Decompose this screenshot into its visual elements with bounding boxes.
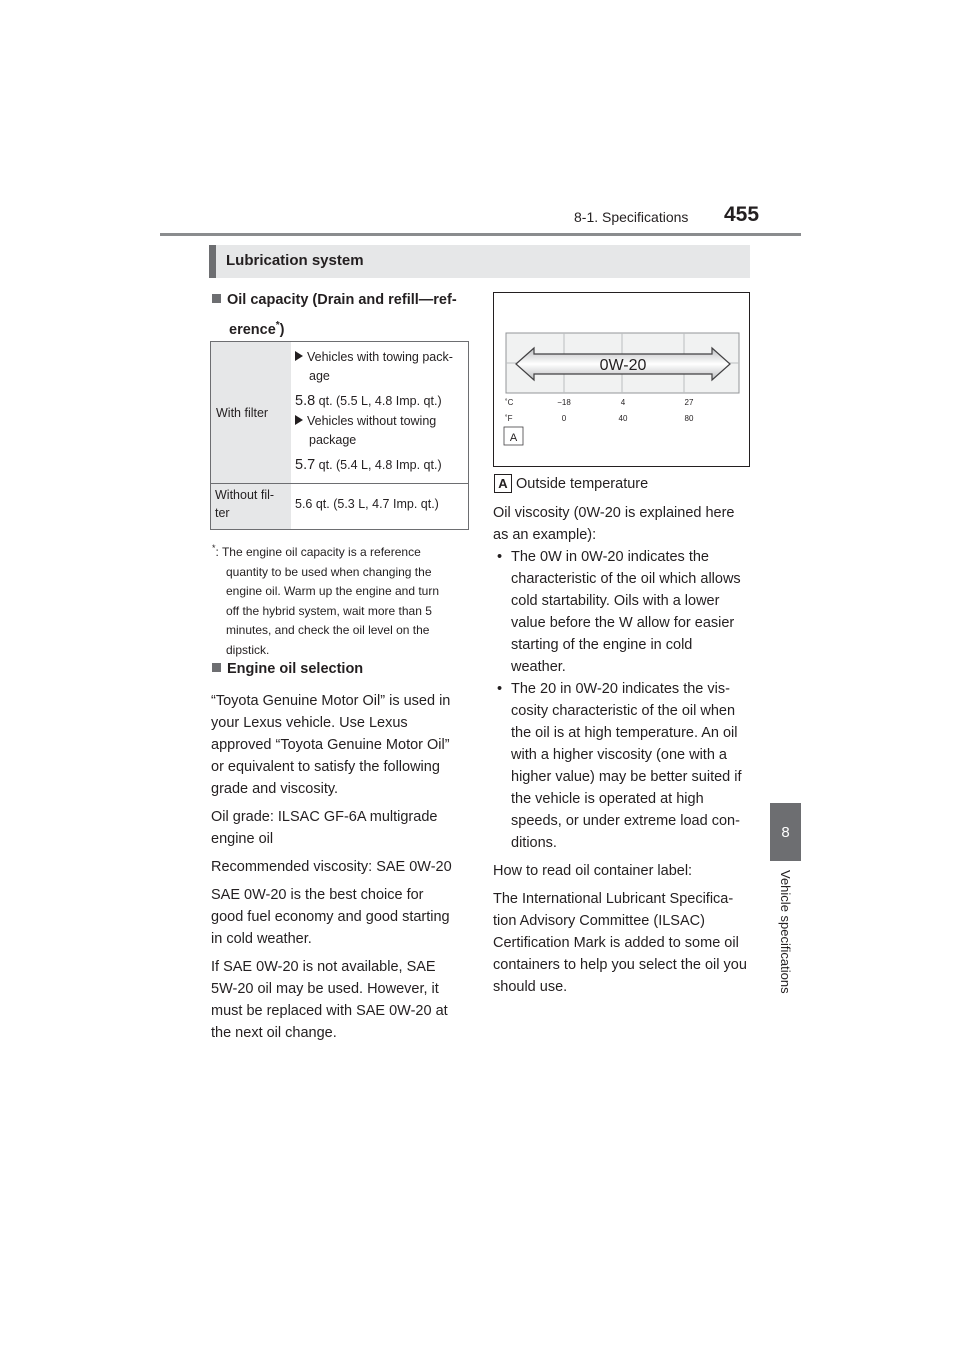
without-filter-value: 5.6 qt. (5.3 L, 4.7 Imp. qt.) [295, 497, 439, 511]
square-bullet-icon [212, 663, 221, 672]
square-bullet-icon [212, 294, 221, 303]
paragraph: Oil grade: ILSAC GF-6A multigrade engine oil [211, 809, 438, 847]
fahrenheit-unit: ˚F [505, 414, 513, 423]
fahrenheit-tick: 40 [618, 414, 628, 423]
celsius-tick: 27 [684, 398, 694, 407]
row-label-without-filter: Without fil- ter [211, 484, 290, 529]
list-item: • The 20 in 0W-20 indicates the vis- cosity characteristic of the oil when the oil is at high temperature. An oil with a higher viscosity (one with a higher value) may be better suited if the vehicle is operated at high speeds, or under extreme load con- ditions. [493, 678, 758, 854]
celsius-tick: 4 [620, 398, 626, 407]
chapter-number: 8 [781, 823, 790, 841]
list-item: • The 0W in 0W-20 indicates the characteristic of the oil which allows cold startability. Oils with a lower value before the W allow for easier starting of the engine in cold weather. [493, 546, 758, 678]
section-title: Lubrication system [226, 252, 364, 269]
celsius-unit: ˚C [505, 398, 514, 407]
oil-selection-heading: Engine oil selection [212, 661, 363, 677]
viscosity-bullets [493, 546, 758, 854]
fahrenheit-tick: 0 [561, 414, 567, 423]
legend-text: Outside temperature [516, 476, 649, 492]
label-paragraph: The International Lubricant Specifica- tion Advisory Committee (ILSAC) Certification Mark is added to some oil containers to help you select the oil you should use. [493, 891, 747, 995]
grade-label: 0W-20 [599, 357, 647, 374]
triangle-bullet-icon [295, 415, 303, 425]
chapter-tab [770, 803, 801, 861]
oil-capacity-heading: Oil capacity (Drain and refill—ref- erence*) [212, 287, 457, 343]
chapter-title-vertical [771, 870, 799, 1010]
viscosity-chart-graphic [494, 293, 749, 466]
row-label-with-filter: With filter [211, 342, 290, 483]
footnote: *: The engine oil capacity is a reference quantity to be used when changing the engine oil. Warm up the engine and turn off the hybrid system, wait more than 5 minutes, and check the oil level on the dipstick. [212, 543, 440, 657]
paragraph: “Toyota Genuine Motor Oil” is used in your Lexus vehicle. Use Lexus approved “Toyota Genuine Motor Oil” or equivalent to satisfy the following grade and viscosity. [211, 693, 451, 797]
chapter-title: Vehicle specifications [778, 870, 793, 994]
section-title-bar [209, 245, 750, 278]
paragraph: Recommended viscosity: SAE 0W-20 [211, 859, 452, 875]
header-rule [160, 233, 801, 236]
celsius-tick: −18 [557, 398, 571, 407]
paragraph: If SAE 0W-20 is not available, SAE 5W-20 oil may be used. However, it must be replaced with SAE 0W-20 at the next oil change. [211, 959, 448, 1041]
triangle-bullet-icon [295, 351, 303, 361]
oil-capacity-table [210, 341, 469, 530]
header-section-title: 8-1. Specifications [574, 209, 689, 225]
oil-selection-body [211, 690, 476, 1044]
paragraph: SAE 0W-20 is the best choice for good fuel economy and good starting in cold weather. [211, 887, 450, 947]
callout-label: A [509, 432, 518, 444]
label-intro: How to read oil container label: [493, 863, 693, 879]
viscosity-body [493, 502, 758, 998]
with-filter-values: Vehicles with towing pack- age 5.8 qt. (5.5 L, 4.8 Imp. qt.) Vehicles without towing package 5.7 qt. (5.4 L, 4.8 Imp. qt.) [295, 350, 453, 473]
viscosity-diagram [493, 292, 750, 467]
legend-callout: A [494, 474, 512, 493]
page-number: 455 [724, 203, 760, 226]
viscosity-intro: Oil viscosity (0W-20 is explained here as an example): [493, 505, 735, 543]
fahrenheit-tick: 80 [684, 414, 694, 423]
